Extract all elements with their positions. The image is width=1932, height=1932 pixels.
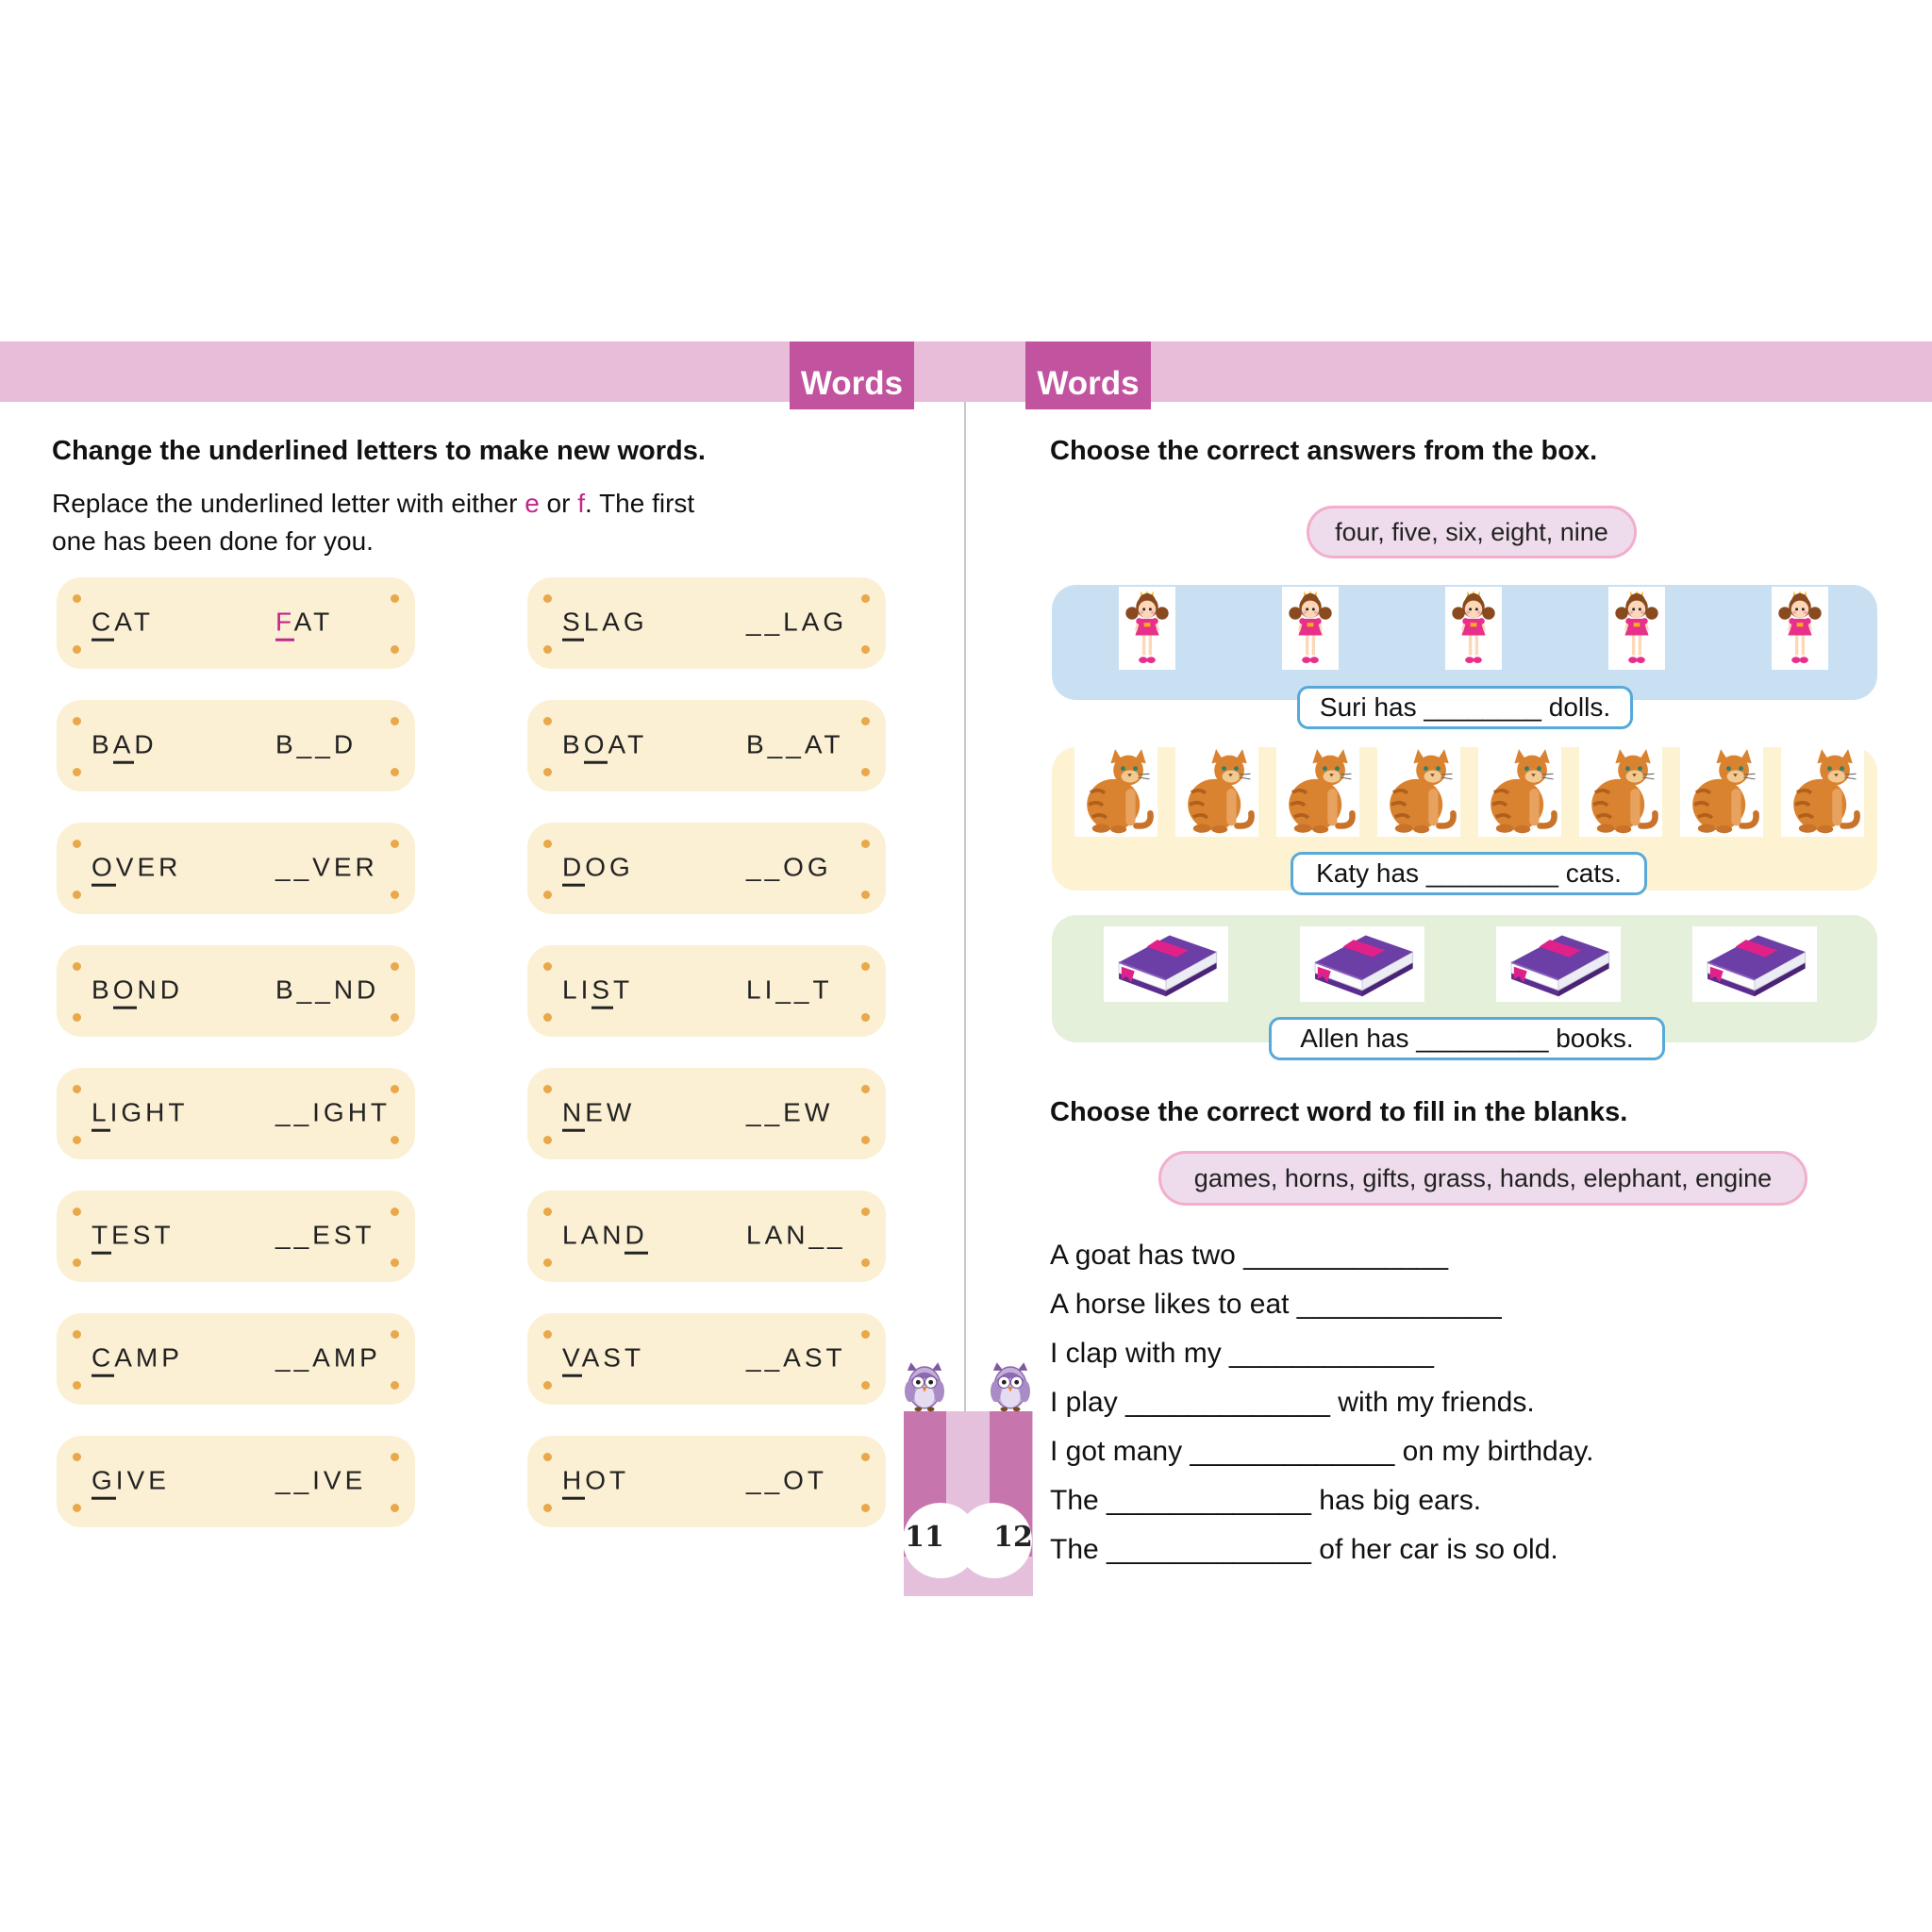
header-band [0, 341, 1932, 402]
image-tile [1478, 744, 1561, 837]
corner-dot [861, 840, 870, 848]
corner-dot [861, 1453, 870, 1461]
fill-blank-sentence: A goat has two _____________ [1050, 1240, 1449, 1271]
fill-blank-sentence: The _____________ of her car is so old. [1050, 1534, 1558, 1565]
doll-image [1449, 589, 1498, 668]
corner-dot [391, 1136, 399, 1144]
corner-dot [391, 1330, 399, 1339]
word-card [527, 700, 886, 791]
corner-dot [391, 1085, 399, 1093]
word-card [57, 1191, 415, 1282]
image-tile [1579, 744, 1662, 837]
corner-dot [861, 645, 870, 654]
left-exercise-instructions: Replace the underlined letter with either e or f. The first one has been done for you. [52, 489, 695, 556]
corner-dot [391, 1381, 399, 1390]
image-tile [1680, 744, 1763, 837]
corner-dot [543, 1085, 552, 1093]
corner-dot [861, 594, 870, 603]
word-answer: __IGHT [275, 1097, 391, 1127]
corner-dot [543, 891, 552, 899]
corner-dot [73, 1330, 81, 1339]
corner-dot [543, 840, 552, 848]
tab-label: Words [1037, 365, 1140, 402]
corner-dot [391, 1504, 399, 1512]
corner-dot [73, 717, 81, 725]
corner-dot [391, 1208, 399, 1216]
cat-image [1581, 746, 1660, 835]
image-tile [1692, 926, 1817, 1002]
doll-image [1123, 589, 1172, 668]
corner-dot [73, 1085, 81, 1093]
word-answer: B__D [275, 729, 358, 759]
word-answer: FAT [275, 607, 333, 637]
corner-dot [391, 891, 399, 899]
word-original: BOAT [562, 729, 647, 759]
word-original: DOG [562, 852, 634, 882]
book-count-caption: Allen has _________ books. [1269, 1017, 1665, 1060]
doll-image [1612, 589, 1661, 668]
corner-dot [861, 891, 870, 899]
corner-dot [73, 1381, 81, 1390]
word-original: CAMP [92, 1342, 183, 1373]
corner-dot [543, 768, 552, 776]
corner-dot [73, 891, 81, 899]
word-original: OVER [92, 852, 181, 882]
image-tile [1496, 926, 1621, 1002]
word-answer: __VER [275, 852, 378, 882]
corner-dot [861, 1504, 870, 1512]
word-original: NEW [562, 1097, 635, 1127]
cat-image [1682, 746, 1761, 835]
fill-blank-sentence: I play _____________ with my friends. [1050, 1387, 1535, 1418]
cat-image [1076, 746, 1156, 835]
word-cards-column-1 [57, 577, 415, 1527]
corner-dot [543, 1013, 552, 1022]
answer-word-box-2 [1158, 1151, 1807, 1206]
word-card [57, 1068, 415, 1159]
image-tile [1074, 744, 1158, 837]
corner-dot [73, 1453, 81, 1461]
answer-word-box-1 [1307, 506, 1637, 558]
word-answer: __EW [746, 1097, 834, 1127]
corner-dot [73, 1013, 81, 1022]
corner-dot [73, 1504, 81, 1512]
corner-dot [861, 1136, 870, 1144]
doll-image [1775, 589, 1824, 668]
corner-dot [391, 840, 399, 848]
image-tile [1377, 744, 1460, 837]
corner-dot [543, 645, 552, 654]
corner-dot [73, 1258, 81, 1267]
word-card [527, 945, 886, 1037]
corner-dot [73, 962, 81, 971]
word-original: HOT [562, 1465, 629, 1495]
word-original: BOND [92, 974, 183, 1005]
corner-dot [861, 1013, 870, 1022]
corner-dot [391, 962, 399, 971]
word-answer: __LAG [746, 607, 848, 637]
fill-blank-sentence: I got many _____________ on my birthday. [1050, 1436, 1594, 1467]
corner-dot [543, 1136, 552, 1144]
page-number-left: 11 [905, 1521, 944, 1554]
corner-dot [391, 1013, 399, 1022]
word-original: TEST [92, 1220, 175, 1250]
word-answer: LAN__ [746, 1220, 846, 1250]
word-card [527, 1436, 886, 1527]
word-original: SLAG [562, 607, 648, 637]
cat-count-caption: Katy has _________ cats. [1291, 852, 1647, 895]
cat-image [1177, 746, 1257, 835]
owl-icon [991, 1361, 1030, 1412]
word-card [57, 1313, 415, 1405]
right-exercise-heading-1: Choose the correct answers from the box. [1050, 436, 1598, 466]
fill-blank-sentence: I clap with my _____________ [1050, 1338, 1434, 1369]
image-tile [1276, 744, 1359, 837]
corner-dot [73, 840, 81, 848]
cat-image [1480, 746, 1559, 835]
book-image [1303, 929, 1422, 999]
image-tile [1781, 744, 1864, 837]
corner-dot [861, 1208, 870, 1216]
corner-dot [543, 1381, 552, 1390]
word-answer: __AMP [275, 1342, 381, 1373]
fill-blank-sentence: A horse likes to eat _____________ [1050, 1289, 1502, 1320]
cat-image [1379, 746, 1458, 835]
corner-dot [543, 1330, 552, 1339]
corner-dot [861, 768, 870, 776]
corner-dot [543, 1453, 552, 1461]
image-tile [1175, 744, 1258, 837]
word-answer: __IVE [275, 1465, 367, 1495]
corner-dot [391, 768, 399, 776]
word-card [527, 1068, 886, 1159]
image-tile [1300, 926, 1424, 1002]
corner-dot [861, 1085, 870, 1093]
corner-dot [73, 1208, 81, 1216]
word-answer: __OG [746, 852, 832, 882]
word-original: LIGHT [92, 1097, 188, 1127]
word-card [527, 1313, 886, 1405]
tab-words-right [1025, 341, 1151, 409]
word-card [57, 1436, 415, 1527]
corner-dot [543, 1504, 552, 1512]
word-box-text: games, horns, gifts, grass, hands, elephant, engine [1193, 1163, 1773, 1192]
word-answer: __OT [746, 1465, 828, 1495]
word-original: LAND [562, 1220, 648, 1250]
image-tile [1608, 587, 1665, 670]
fill-in-blanks-sentences [1050, 1231, 1594, 1574]
tab-label: Words [800, 365, 904, 402]
word-card [527, 577, 886, 669]
word-original: CAT [92, 607, 154, 637]
corner-dot [543, 1208, 552, 1216]
word-card [527, 1191, 886, 1282]
doll-image [1286, 589, 1335, 668]
corner-dot [73, 1136, 81, 1144]
corner-dot [861, 1381, 870, 1390]
image-tile [1119, 587, 1175, 670]
word-answer: B__AT [746, 729, 844, 759]
tab-words-left [790, 341, 914, 409]
corner-dot [543, 1258, 552, 1267]
cat-image [1278, 746, 1357, 835]
word-answer: LI__T [746, 974, 833, 1005]
left-exercise-heading: Change the underlined letters to make new words. [52, 436, 706, 466]
corner-dot [391, 645, 399, 654]
doll-count-caption: Suri has ________ dolls. [1297, 686, 1633, 729]
book-image [1499, 929, 1618, 999]
cat-image [1783, 746, 1862, 835]
corner-dot [73, 768, 81, 776]
fill-blank-sentence: The _____________ has big ears. [1050, 1485, 1482, 1516]
image-tile [1445, 587, 1502, 670]
word-cards-column-2 [527, 577, 886, 1527]
word-original: VAST [562, 1342, 644, 1373]
word-card [57, 700, 415, 791]
word-answer: B__ND [275, 974, 380, 1005]
image-tile [1282, 587, 1339, 670]
corner-dot [861, 962, 870, 971]
word-answer: __EST [275, 1220, 375, 1250]
book-image [1695, 929, 1814, 999]
corner-dot [73, 594, 81, 603]
corner-dot [861, 1330, 870, 1339]
word-card [57, 823, 415, 914]
corner-dot [391, 717, 399, 725]
word-card [57, 577, 415, 669]
corner-dot [73, 645, 81, 654]
corner-dot [861, 717, 870, 725]
word-card [527, 823, 886, 914]
word-answer: __AST [746, 1342, 846, 1373]
owl-icon [905, 1361, 944, 1412]
corner-dot [391, 1258, 399, 1267]
word-original: LIST [562, 974, 633, 1005]
corner-dot [543, 717, 552, 725]
word-original: GIVE [92, 1465, 170, 1495]
corner-dot [861, 1258, 870, 1267]
image-tile [1772, 587, 1828, 670]
corner-dot [391, 1453, 399, 1461]
corner-dot [391, 594, 399, 603]
right-exercise-heading-2: Choose the correct word to fill in the blanks. [1050, 1097, 1628, 1127]
word-card [57, 945, 415, 1037]
image-tile [1104, 926, 1228, 1002]
book-image [1107, 929, 1225, 999]
word-original: BAD [92, 729, 158, 759]
corner-dot [543, 962, 552, 971]
corner-dot [543, 594, 552, 603]
word-box-text: four, five, six, eight, nine [1335, 517, 1608, 546]
page-number-right: 12 [993, 1521, 1033, 1554]
